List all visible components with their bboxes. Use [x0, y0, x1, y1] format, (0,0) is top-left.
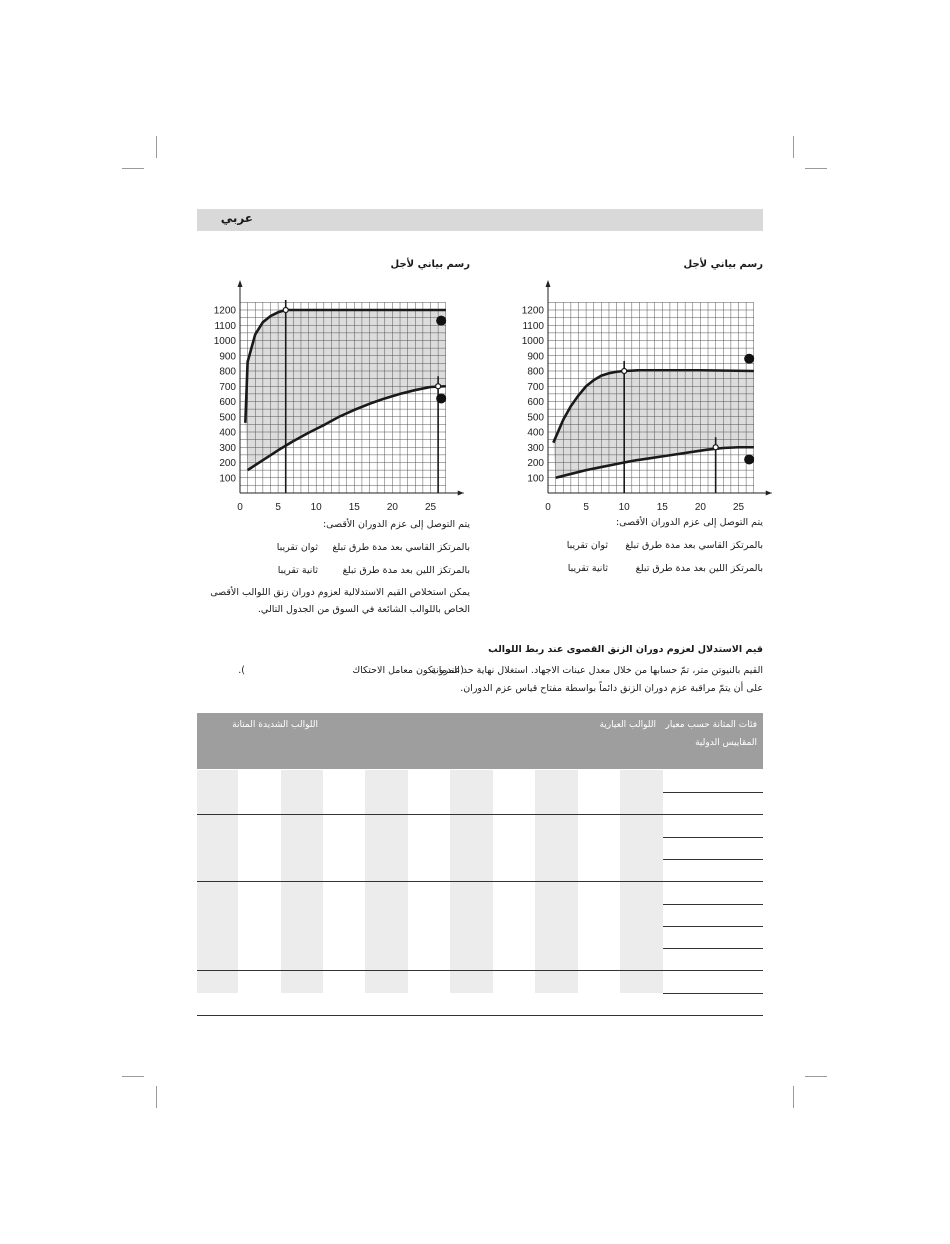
table-row [197, 815, 763, 838]
table-cell [365, 971, 408, 993]
table-cell [450, 926, 493, 948]
x-tick-label: 15 [656, 502, 668, 513]
table-cell [323, 971, 365, 993]
table-cell [493, 971, 535, 993]
x-tick-label: 20 [386, 502, 398, 513]
y-tick-label: 600 [527, 397, 544, 408]
header-international: المقاييس الدولية [695, 738, 757, 748]
table-cell [365, 792, 408, 814]
table-cell [365, 882, 408, 904]
table-cell [450, 859, 493, 881]
table-header [197, 713, 763, 769]
y-tick-label: 400 [527, 427, 544, 439]
table-cell [450, 837, 493, 859]
table-cell [408, 971, 450, 993]
right-soft-text: بالمرتكز اللين بعد مدة طرق تبلغ [635, 563, 763, 574]
table-cell [493, 926, 535, 948]
table-cell [493, 792, 535, 814]
table-cell [323, 792, 365, 814]
table-row [197, 948, 763, 971]
table-cell [620, 993, 663, 1015]
table-cell [238, 904, 281, 926]
table-cell [408, 904, 450, 926]
table-row [197, 904, 763, 927]
table-cell [578, 770, 620, 792]
y-tick-label: 1000 [213, 336, 236, 347]
x-tick-label: 5 [583, 502, 589, 513]
table-cell [281, 948, 323, 970]
table-cell [238, 948, 281, 970]
table-cell [620, 792, 663, 814]
left-hard-unit: ثوان تقريبا [276, 542, 318, 553]
left-chart-title: رسم بياني لأجل [390, 259, 470, 270]
table-cell [620, 904, 663, 926]
right-hard-unit: ثوان تقريبا [566, 540, 608, 551]
x-tick-label: 5 [275, 502, 281, 513]
crop-mark [122, 1076, 144, 1077]
table-cell [620, 971, 663, 993]
table-cell [365, 904, 408, 926]
table-cell [578, 948, 620, 970]
table-cell [493, 948, 535, 970]
table-cell [578, 971, 620, 993]
y-tick-label: 1000 [521, 336, 544, 347]
x-tick-label: 10 [310, 502, 322, 513]
marker-point [622, 369, 627, 374]
y-axis-arrow [546, 280, 551, 287]
table-cell [578, 926, 620, 948]
table-cell [450, 971, 493, 993]
table-row [197, 882, 763, 905]
table-cell [408, 882, 450, 904]
legend-dot [436, 316, 446, 326]
table-cell [450, 792, 493, 814]
table-cell [450, 882, 493, 904]
table-cell [493, 837, 535, 859]
table-cell [450, 993, 493, 1015]
section-title: قيم الاستدلال لعزوم دوران الزنق القصوى عند ربط اللوالب [488, 644, 763, 655]
table-cell [323, 859, 365, 881]
table-cell [493, 904, 535, 926]
y-axis-arrow [238, 280, 243, 287]
table-cell [535, 926, 578, 948]
language-label: عربي [220, 211, 253, 225]
table-cell [323, 815, 365, 837]
crop-mark [805, 168, 827, 169]
table-cell [620, 859, 663, 881]
legend-dot [436, 393, 446, 403]
table-cell [620, 770, 663, 792]
x-tick-label: 25 [732, 502, 745, 513]
table-cell [620, 948, 663, 970]
y-tick-label: 1200 [521, 305, 544, 317]
section-paragraph-2: على أن يتمّ مراقبة عزم دوران الزنق دائماً بواسطة مفتاح قياس عزم الدوران. [460, 683, 763, 694]
x-tick-label: 25 [424, 502, 437, 513]
table-cell [535, 948, 578, 970]
table-cell [281, 904, 323, 926]
table-cell [535, 882, 578, 904]
table-cell [578, 792, 620, 814]
right-hard-text: بالمرتكز القاسي بعد مدة طرق تبلغ [625, 540, 763, 551]
table-cell [535, 815, 578, 837]
table-cell [197, 993, 238, 1015]
table-cell [620, 882, 663, 904]
y-tick-label: 500 [219, 412, 236, 424]
table-cell [365, 993, 408, 1015]
y-tick-label: 300 [527, 442, 544, 454]
table-cell [535, 993, 578, 1015]
table-cell [408, 926, 450, 948]
table-cell [197, 837, 238, 859]
legend-dot [744, 354, 754, 364]
left-note-line-1: يمكن استخلاص القيم الاستدلالية لعزوم دوران زنق اللوالب الأقصى [210, 587, 470, 598]
table-cell [323, 882, 365, 904]
table-cell [323, 926, 365, 948]
table-cell [365, 770, 408, 792]
x-tick-label: 0 [237, 502, 243, 513]
table-cell [238, 770, 281, 792]
y-tick-label: 800 [219, 366, 236, 378]
table-cell [535, 859, 578, 881]
table-cell [238, 859, 281, 881]
crop-mark [793, 1086, 794, 1108]
table-cell [493, 770, 535, 792]
table-cell [197, 792, 238, 814]
marker-point [436, 384, 441, 389]
left-hard-text: بالمرتكز القاسي بعد مدة طرق تبلغ [332, 542, 470, 553]
table-cell [323, 904, 365, 926]
marker-point [713, 445, 718, 450]
y-tick-label: 1200 [213, 305, 236, 317]
table-cell [281, 971, 323, 993]
table-cell [281, 837, 323, 859]
table-cell [450, 904, 493, 926]
table-cell [578, 882, 620, 904]
table-cell [408, 993, 450, 1015]
table-cell [323, 948, 365, 970]
left-soft-unit: ثانية تقريبا [277, 565, 318, 576]
y-tick-label: 700 [527, 381, 544, 393]
x-axis-arrow [766, 491, 772, 496]
table-cell [578, 859, 620, 881]
y-tick-label: 900 [219, 351, 236, 363]
table-cell [281, 926, 323, 948]
x-tick-label: 20 [694, 502, 706, 513]
right-intro-text: يتم التوصل إلى عزم الدوران الأقصى: [615, 517, 763, 528]
y-tick-label: 600 [219, 397, 236, 408]
language-header-bar [197, 209, 763, 231]
table-row [197, 837, 763, 860]
header-strength-class: فئات المتانة حسب معيار [665, 720, 757, 730]
y-tick-label: 200 [219, 458, 236, 469]
y-tick-label: 700 [219, 381, 236, 393]
table-row [197, 926, 763, 949]
section-paragraph-1-close: ). [238, 665, 245, 676]
crop-mark [156, 136, 157, 158]
x-tick-label: 15 [348, 502, 360, 513]
table-cell [197, 770, 238, 792]
crop-mark [793, 136, 794, 158]
left-note-line-2: الخاص باللوالب الشائعة في السوق من الجدول التالي. [257, 604, 470, 615]
legend-dot [744, 454, 754, 464]
table-cell [281, 859, 323, 881]
right-chart-title: رسم بياني لأجل [683, 259, 763, 270]
table-cell [535, 904, 578, 926]
table-cell [620, 837, 663, 859]
table-cell [365, 948, 408, 970]
table-row [197, 993, 763, 1016]
table-cell [365, 815, 408, 837]
table-cell [281, 792, 323, 814]
header-standard-screws: اللوالب العيارية [599, 720, 656, 730]
y-tick-label: 1100 [522, 320, 544, 332]
table-cell [578, 993, 620, 1015]
table-cell [281, 993, 323, 1015]
crop-mark [805, 1076, 827, 1077]
left-intro-text: يتم التوصل إلى عزم الدوران الأقصى: [322, 519, 470, 530]
table-cell [535, 770, 578, 792]
table-cell [578, 904, 620, 926]
table-cell [408, 792, 450, 814]
table-cell [323, 993, 365, 1015]
table-cell [535, 971, 578, 993]
table-cell [197, 859, 238, 881]
table-cell [365, 837, 408, 859]
table-row [197, 792, 763, 815]
table-cell [238, 993, 281, 1015]
table-cell [408, 859, 450, 881]
table-row [197, 971, 763, 994]
crop-mark [156, 1086, 157, 1108]
table-cell [365, 859, 408, 881]
table-cell [238, 926, 281, 948]
left-soft-text: بالمرتكز اللين بعد مدة طرق تبلغ [342, 565, 470, 576]
y-tick-label: 300 [219, 442, 236, 454]
table-cell [238, 792, 281, 814]
y-tick-label: 100 [219, 473, 236, 485]
table-cell [578, 815, 620, 837]
table-cell [197, 904, 238, 926]
table-cell [238, 882, 281, 904]
y-tick-label: 1100 [214, 320, 236, 332]
table-cell [197, 948, 238, 970]
table-cell [365, 926, 408, 948]
table-cell [197, 926, 238, 948]
table-row [197, 770, 763, 793]
x-axis-arrow [458, 491, 464, 496]
table-cell [493, 882, 535, 904]
table-cell [408, 837, 450, 859]
section-paragraph-1-paren: (عندما يكون معامل الاحتكاك [352, 665, 464, 676]
table-cell [281, 815, 323, 837]
table-cell [281, 882, 323, 904]
table-cell [281, 770, 323, 792]
table-row [197, 859, 763, 882]
table-cell [197, 971, 238, 993]
y-tick-label: 200 [527, 458, 544, 469]
x-tick-label: 10 [618, 502, 630, 513]
table-cell [450, 815, 493, 837]
table-cell [620, 926, 663, 948]
table-cell [238, 837, 281, 859]
table-cell [620, 815, 663, 837]
table-cell [238, 815, 281, 837]
marker-point [283, 308, 288, 313]
table-cell [408, 948, 450, 970]
y-tick-label: 100 [527, 473, 544, 485]
table-cell [408, 815, 450, 837]
table-cell [493, 815, 535, 837]
y-tick-label: 900 [527, 351, 544, 363]
table-cell [197, 882, 238, 904]
y-tick-label: 400 [219, 427, 236, 439]
table-cell [450, 770, 493, 792]
right-torque-chart [508, 280, 768, 513]
table-cell [493, 993, 535, 1015]
table-cell [408, 770, 450, 792]
table-cell [535, 837, 578, 859]
table-cell [535, 792, 578, 814]
crop-mark [122, 168, 144, 169]
section-paragraph-1: القيم بالنيوتن متر، تمّ حسابها من خلال معدل عينات الاجهاد. استغلال نهاية حد المرونة [431, 665, 763, 676]
table-cell [323, 770, 365, 792]
table-cell [197, 815, 238, 837]
right-soft-unit: ثانية تقريبا [567, 563, 608, 574]
y-tick-label: 500 [527, 412, 544, 424]
table-cell [238, 971, 281, 993]
y-tick-label: 800 [527, 366, 544, 378]
header-high-strength-screws: اللوالب الشديدة المتانة [232, 720, 318, 730]
table-cell [323, 837, 365, 859]
table-cell [578, 837, 620, 859]
x-tick-label: 0 [545, 502, 551, 513]
left-torque-chart [200, 280, 490, 513]
table-cell [493, 859, 535, 881]
table-cell [450, 948, 493, 970]
